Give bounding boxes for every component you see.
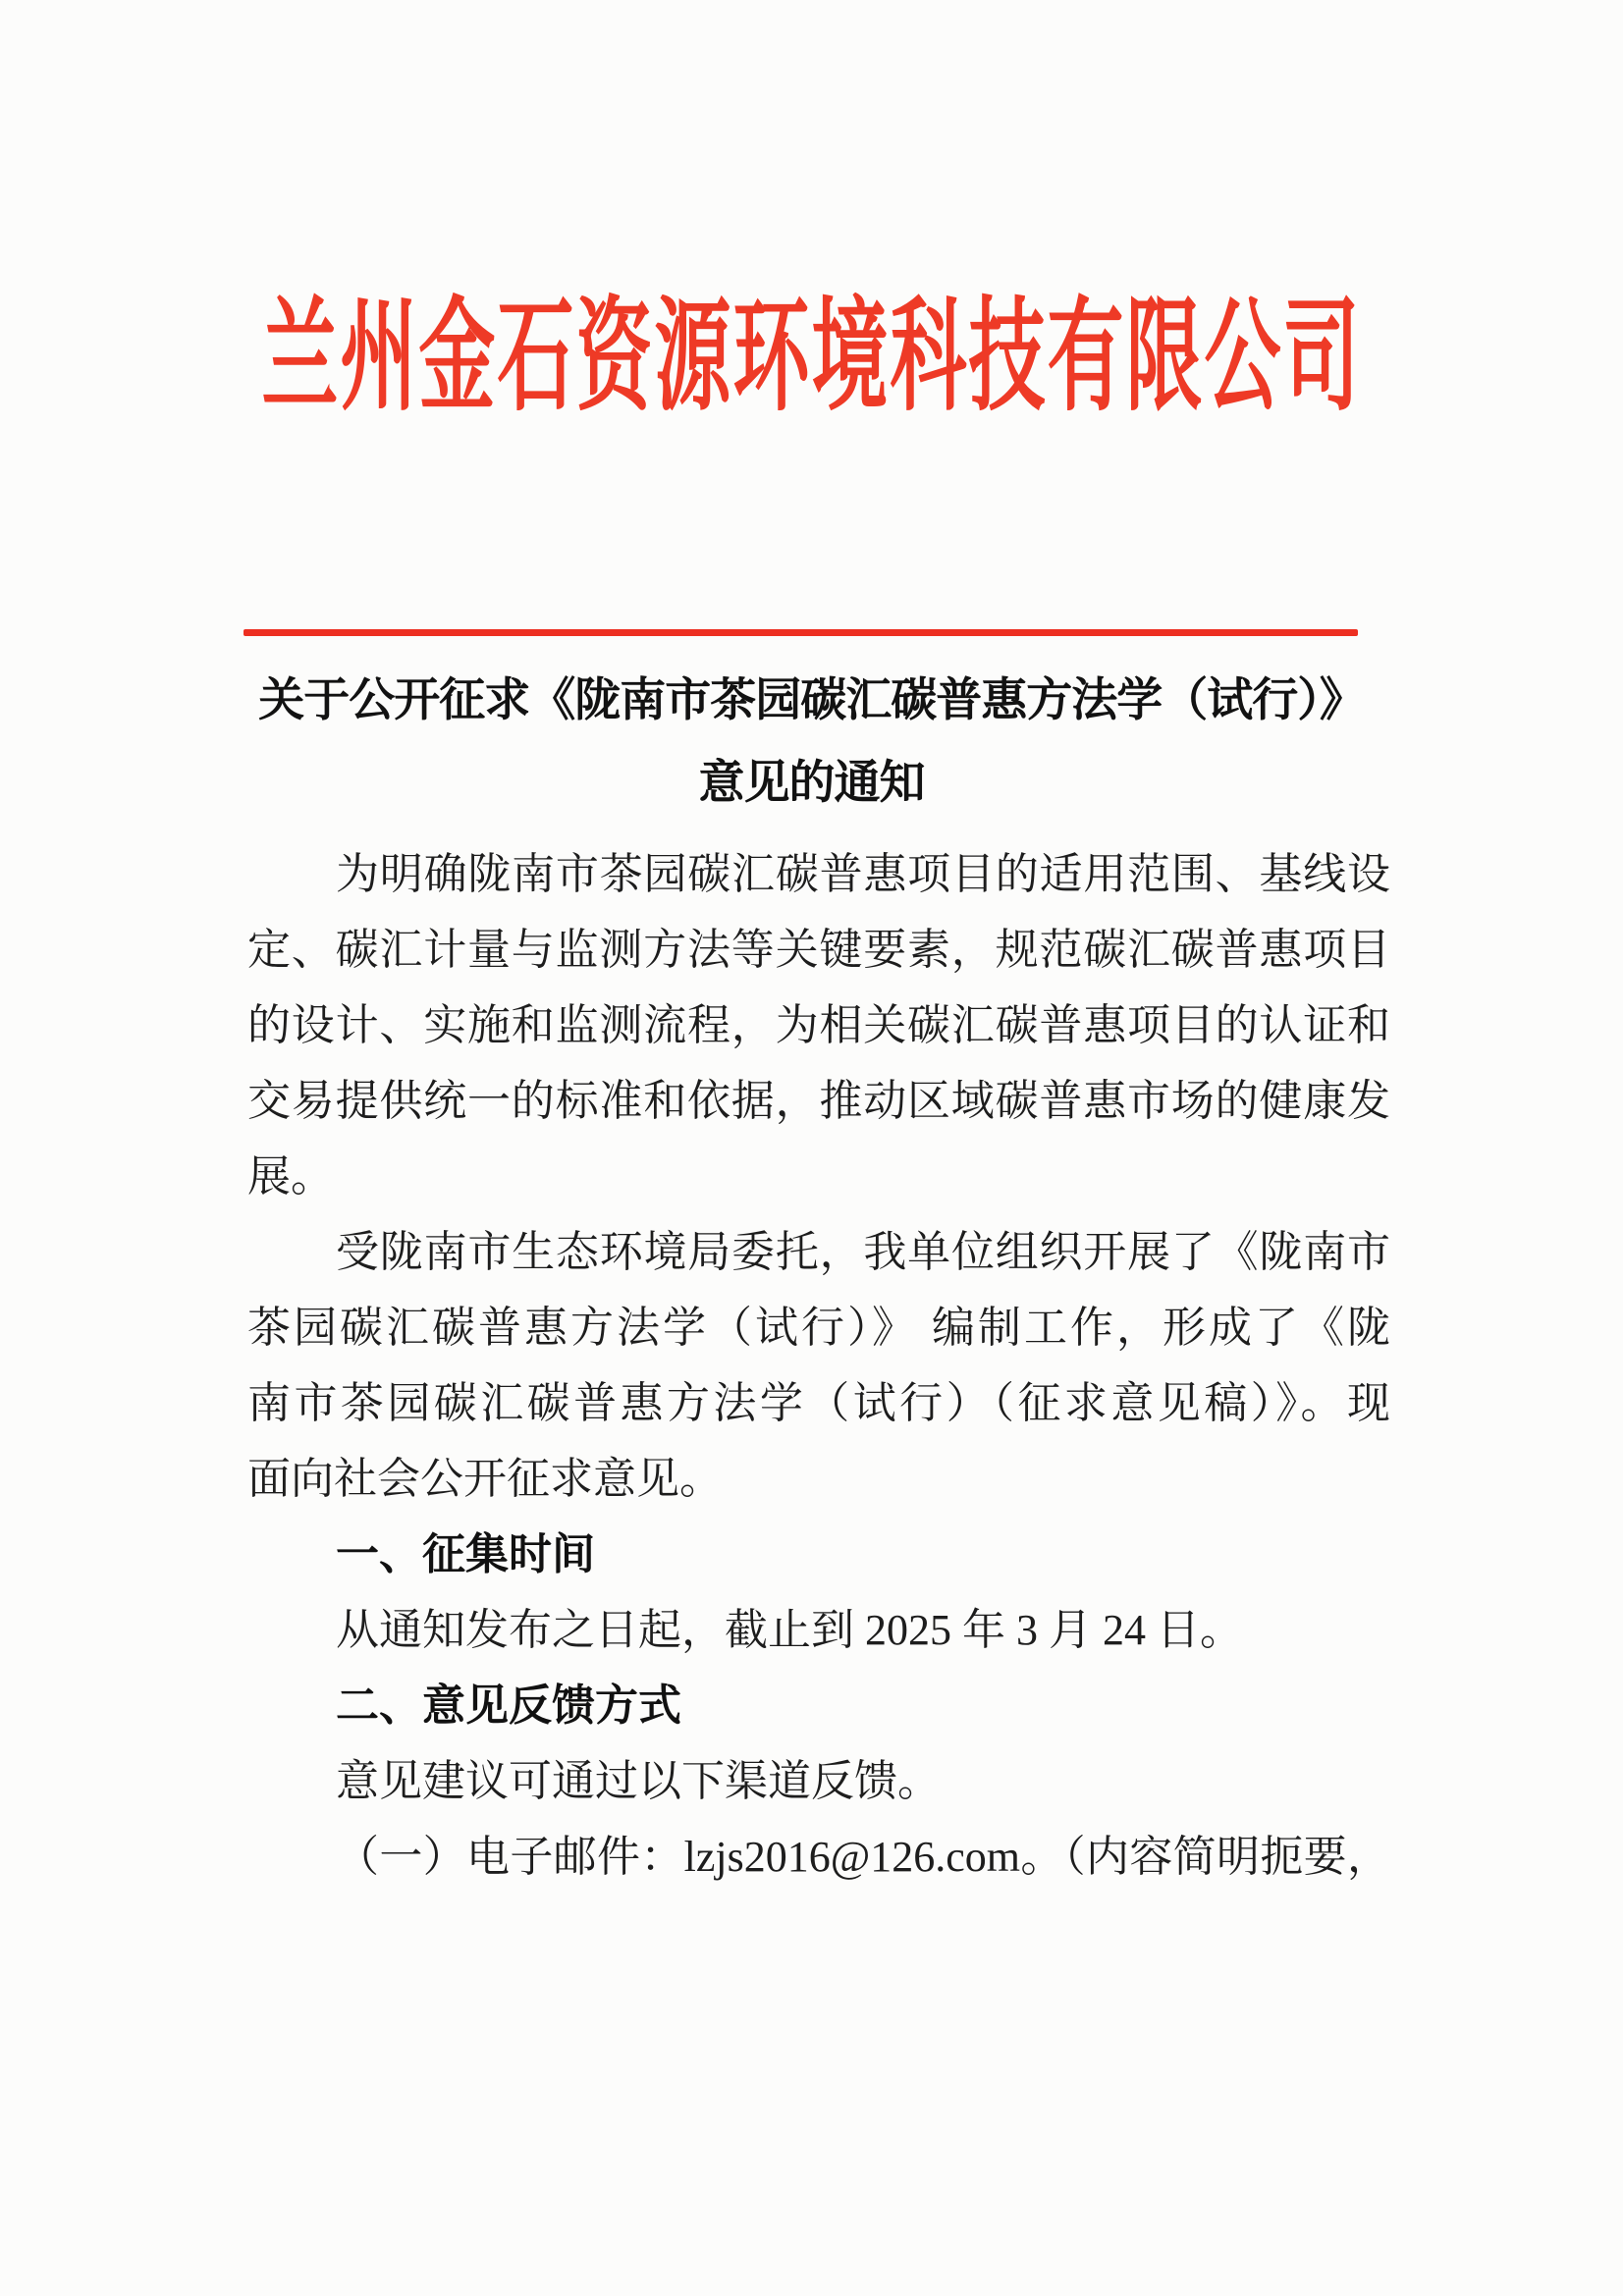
body-line: 交易提供统一的标准和依据，推动区域碳普惠市场的健康发 bbox=[247, 1077, 1390, 1125]
notice-title-line2: 意见的通知 bbox=[698, 758, 925, 809]
body-line: 南市茶园碳汇碳普惠方法学（试行）（征求意见稿）》。现 bbox=[247, 1379, 1390, 1427]
section-heading: 一、征集时间 bbox=[336, 1530, 595, 1578]
company-name-header: 兰州金石资源环境科技有限公司 bbox=[261, 289, 1362, 426]
body-line: 为明确陇南市茶园碳汇碳普惠项目的适用范围、基线设 bbox=[336, 850, 1390, 898]
body-line: 从通知发布之日起，截止到 2025 年 3 月 24 日。 bbox=[336, 1606, 1243, 1654]
body-line: 意见建议可通过以下渠道反馈。 bbox=[336, 1757, 941, 1805]
document-body bbox=[247, 836, 1390, 1895]
body-line: （一）电子邮件：lzjs2016@126.com。（内容简明扼要， bbox=[336, 1833, 1390, 1881]
body-line: 的设计、实施和监测流程，为相关碳汇碳普惠项目的认证和 bbox=[247, 1001, 1390, 1049]
body-line: 面向社会公开征求意见。 bbox=[247, 1455, 723, 1503]
body-line: 展。 bbox=[247, 1152, 334, 1201]
body-line: 定、碳汇计量与监测方法等关键要素，规范碳汇碳普惠项目 bbox=[247, 926, 1390, 974]
body-line: 茶园碳汇碳普惠方法学（试行）》 编制工作，形成了《陇 bbox=[247, 1304, 1390, 1352]
body-line: 受陇南市生态环境局委托，我单位组织开展了《陇南市 bbox=[336, 1228, 1390, 1276]
red-divider-rule bbox=[243, 629, 1358, 636]
notice-title bbox=[0, 660, 1623, 825]
notice-title-line1: 关于公开征求《陇南市茶园碳汇碳普惠方法学（试行）》 bbox=[258, 675, 1365, 726]
section-heading: 二、意见反馈方式 bbox=[336, 1682, 681, 1730]
